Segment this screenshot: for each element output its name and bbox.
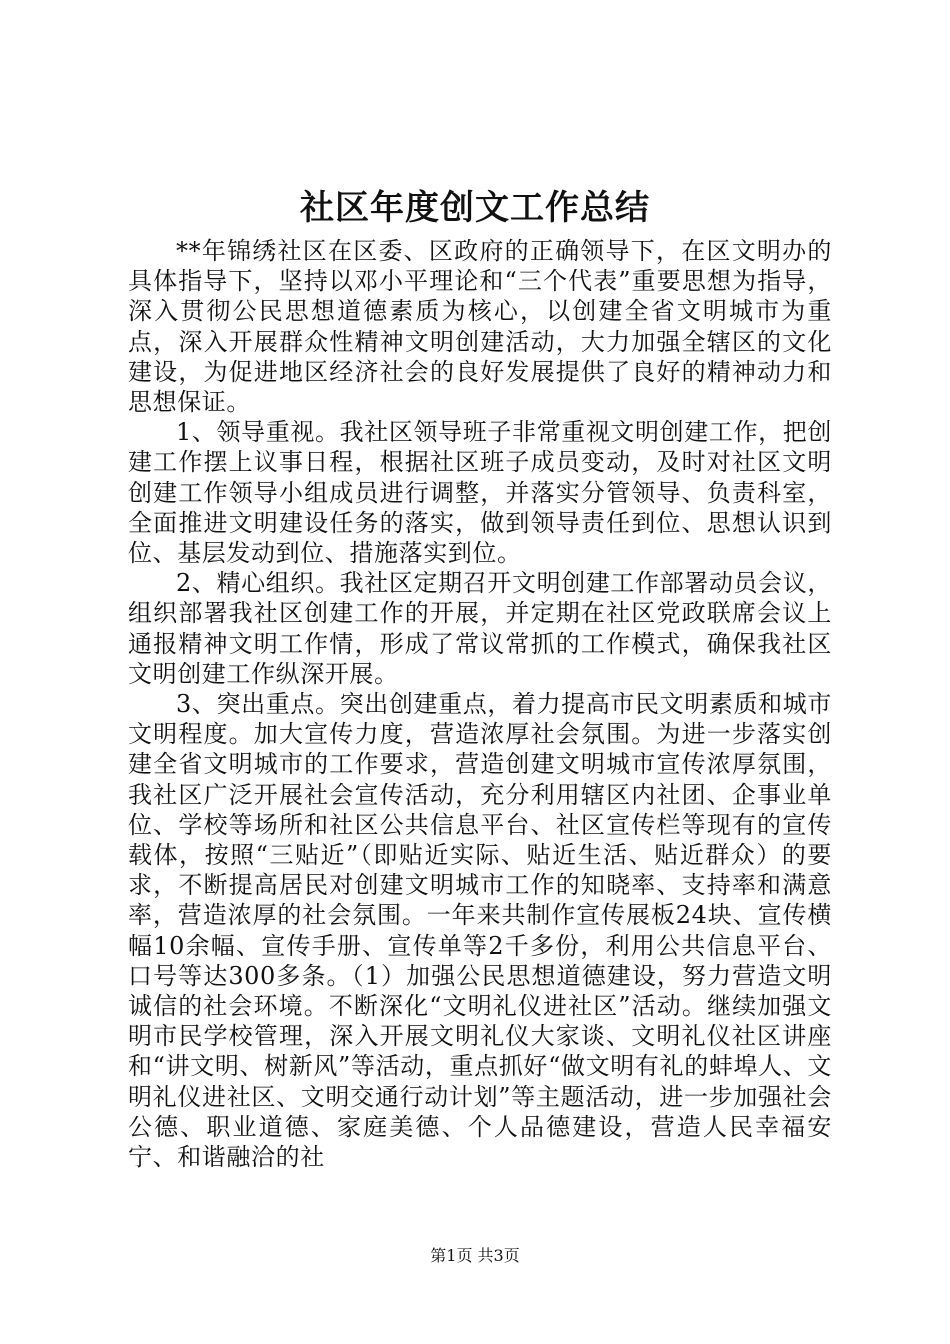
section-1-paragraph: 1、领导重视。我社区领导班子非常重视文明创建工作，把创建工作摆上议事日程，根据社区班子成员变动，及时对社区文明创建工作领导小组成员进行调整，并落实分管领导、负责科室，全面推进文明建设任务的落实，做到领导责任到位、思想认识到位、基层发动到位、措施落实到位。 [128,418,832,568]
document-title: 社区年度创文工作总结 [300,188,650,228]
section-2-paragraph: 2、精心组织。我社区定期召开文明创建工作部署动员会议，组织部署我社区创建工作的开展，并定期在社区党政联席会议上通报精神文明工作情，形成了常议常抓的工作模式，确保我社区文明创建工作纵深开展。 [128,569,832,688]
intro-paragraph: **年锦绣社区在区委、区政府的正确领导下，在区文明办的具体指导下，坚持以邓小平理论和“三个代表”重要思想为指导，深入贯彻公民思想道德素质为核心，以创建全省文明城市为重点，深入开展群众性精神文明创建活动，大力加强全辖区的文化建设，为促进地区经济社会的良好发展提供了良好的精神动力和思想保证。 [128,237,832,417]
document-body [128,236,832,1172]
section-3-paragraph: 3、突出重点。突出创建重点，着力提高市民文明素质和城市文明程度。加大宣传力度，营造浓厚社会氛围。为进一步落实创建全省文明城市的工作要求，营造创建文明城市宣传浓厚氛围，我社区广泛开展社会宣传活动，充分利用辖区内社团、企事业单位、学校等场所和社区公共信息平台、社区宣传栏等现有的宣传载体，按照“三贴近”（即贴近实际、贴近生活、贴近群众）的要求，不断提高居民对创建文明城市工作的知晓率、支持率和满意率，营造浓厚的社会氛围。一年来共制作宣传展板24块、宣传横幅10余幅、宣传手册、宣传单等2千多份，利用公共信息平台、口号等达300多条。（1）加强公民思想道德建设，努力营造文明诚信的社会环境。不断深化“文明礼仪进社区”活动。继续加强文明市民学校管理，深入开展文明礼仪大家谈、文明礼仪社区讲座和“讲文明、树新风”等活动，重点抓好“做文明有礼的蚌埠人、文明礼仪进社区、文明交通行动计划”等主题活动，进一步加强社会公德、职业道德、家庭美德、个人品德建设，营造人民幸福安宁、和谐融洽的社 [128,690,832,1172]
page-number-footer: 第1页 共3页 [430,1246,520,1265]
